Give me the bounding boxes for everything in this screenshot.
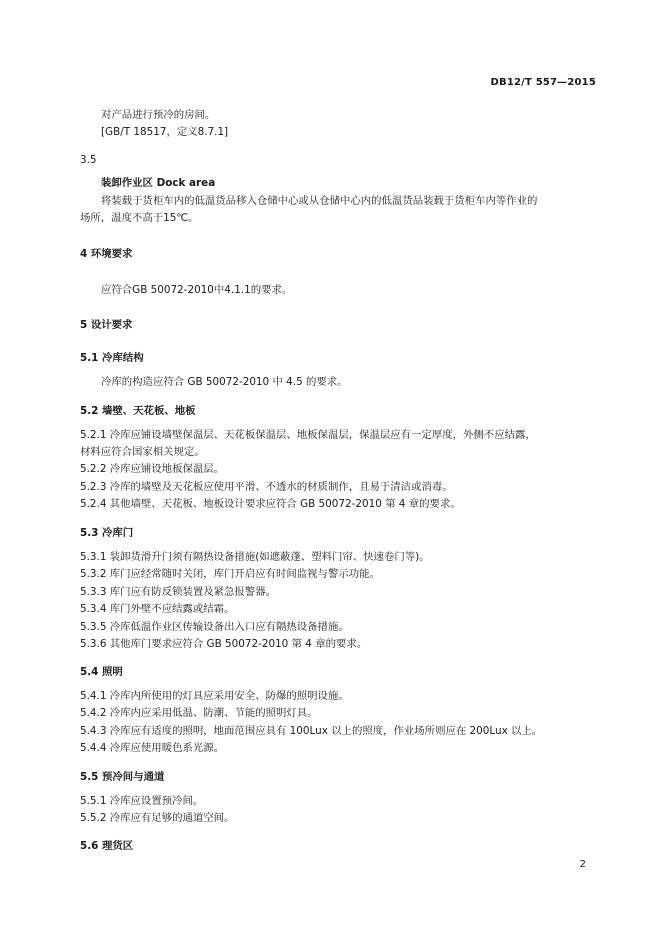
term-title: 装卸作业区 Dock area bbox=[101, 177, 216, 189]
subsection-heading: 5.4 照明 bbox=[80, 666, 123, 678]
clause-line: 5.4.1 冷库内所使用的灯具应采用安全、防爆的照明设施。 bbox=[80, 690, 349, 702]
clause-line: 5.2.3 冷库的墙壁及天花板应使用平滑、不透水的材质制作，且易于清洁或消毒。 bbox=[80, 481, 453, 493]
clause-line: 5.5.1 冷库应设置预冷间。 bbox=[80, 795, 204, 807]
text-line: [GB/T 18517，定义8.7.1] bbox=[101, 126, 229, 138]
clause-number: 3.5 bbox=[80, 154, 97, 166]
clause-line: 5.3.5 冷库低温作业区传输设备出入口应有隔热设备措施。 bbox=[80, 621, 349, 633]
text-line: 冷库的构造应符合 GB 50072-2010 中 4.5 的要求。 bbox=[101, 376, 348, 388]
subsection-heading: 5.5 预冷间与通道 bbox=[80, 771, 165, 783]
clause-line: 5.4.4 冷库应使用暖色系光源。 bbox=[80, 742, 225, 754]
text-line: 场所，温度不高于15℃。 bbox=[80, 212, 199, 224]
clause-line: 5.3.1 装卸货滑升门须有隔热设备措施(如遮蔽蓬、塑料门帘、快速卷门等)。 bbox=[80, 551, 430, 563]
subsection-heading: 5.6 理货区 bbox=[80, 840, 134, 852]
page-number: 2 bbox=[579, 859, 586, 870]
text-line: 将装载于货柜车内的低温货品移入仓储中心或从仓储中心内的低温货品装载于货柜车内等作业的 bbox=[101, 195, 538, 207]
clause-line: 5.2.4 其他墙壁、天花板、地板设计要求应符合 GB 50072-2010 第 4 章的要求。 bbox=[80, 498, 461, 510]
clause-line: 5.3.3 库门应有防反锁装置及紧急报警器。 bbox=[80, 586, 276, 598]
text-line: 应符合GB 50072-2010中4.1.1的要求。 bbox=[101, 284, 293, 296]
clause-line: 5.2.1 冷库应铺设墙壁保温层、天花板保温层、地板保温层，保温层应有一定厚度，外侧不应结露， bbox=[80, 429, 536, 441]
section-heading: 5 设计要求 bbox=[80, 319, 133, 331]
document-id-header: DB12/T 557—2015 bbox=[490, 77, 596, 88]
section-heading: 4 环境要求 bbox=[80, 248, 133, 260]
clause-line: 5.3.6 其他库门要求应符合 GB 50072-2010 第 4 章的要求。 bbox=[80, 638, 368, 650]
clause-line: 材料应符合国家相关规定。 bbox=[80, 446, 205, 458]
clause-line: 5.4.2 冷库内应采用低温、防潮、节能的照明灯具。 bbox=[80, 707, 318, 719]
subsection-heading: 5.1 冷库结构 bbox=[80, 352, 144, 364]
clause-line: 5.3.2 库门应经常随时关闭，库门开启应有时间监视与警示功能。 bbox=[80, 568, 380, 580]
subsection-heading: 5.2 墙壁、天花板、地板 bbox=[80, 405, 196, 417]
clause-line: 5.4.3 冷库应有适度的照明，地面范围应具有 100Lux 以上的照度，作业场所则应在 200Lux 以上。 bbox=[80, 725, 543, 737]
clause-line: 5.3.4 库门外壁不应结露或结霜。 bbox=[80, 603, 235, 615]
clause-line: 5.2.2 冷库应铺设地板保温层。 bbox=[80, 463, 225, 475]
subsection-heading: 5.3 冷库门 bbox=[80, 527, 134, 539]
clause-line: 5.5.2 冷库应有足够的通道空间。 bbox=[80, 812, 235, 824]
text-line: 对产品进行预冷的房间。 bbox=[101, 109, 216, 121]
